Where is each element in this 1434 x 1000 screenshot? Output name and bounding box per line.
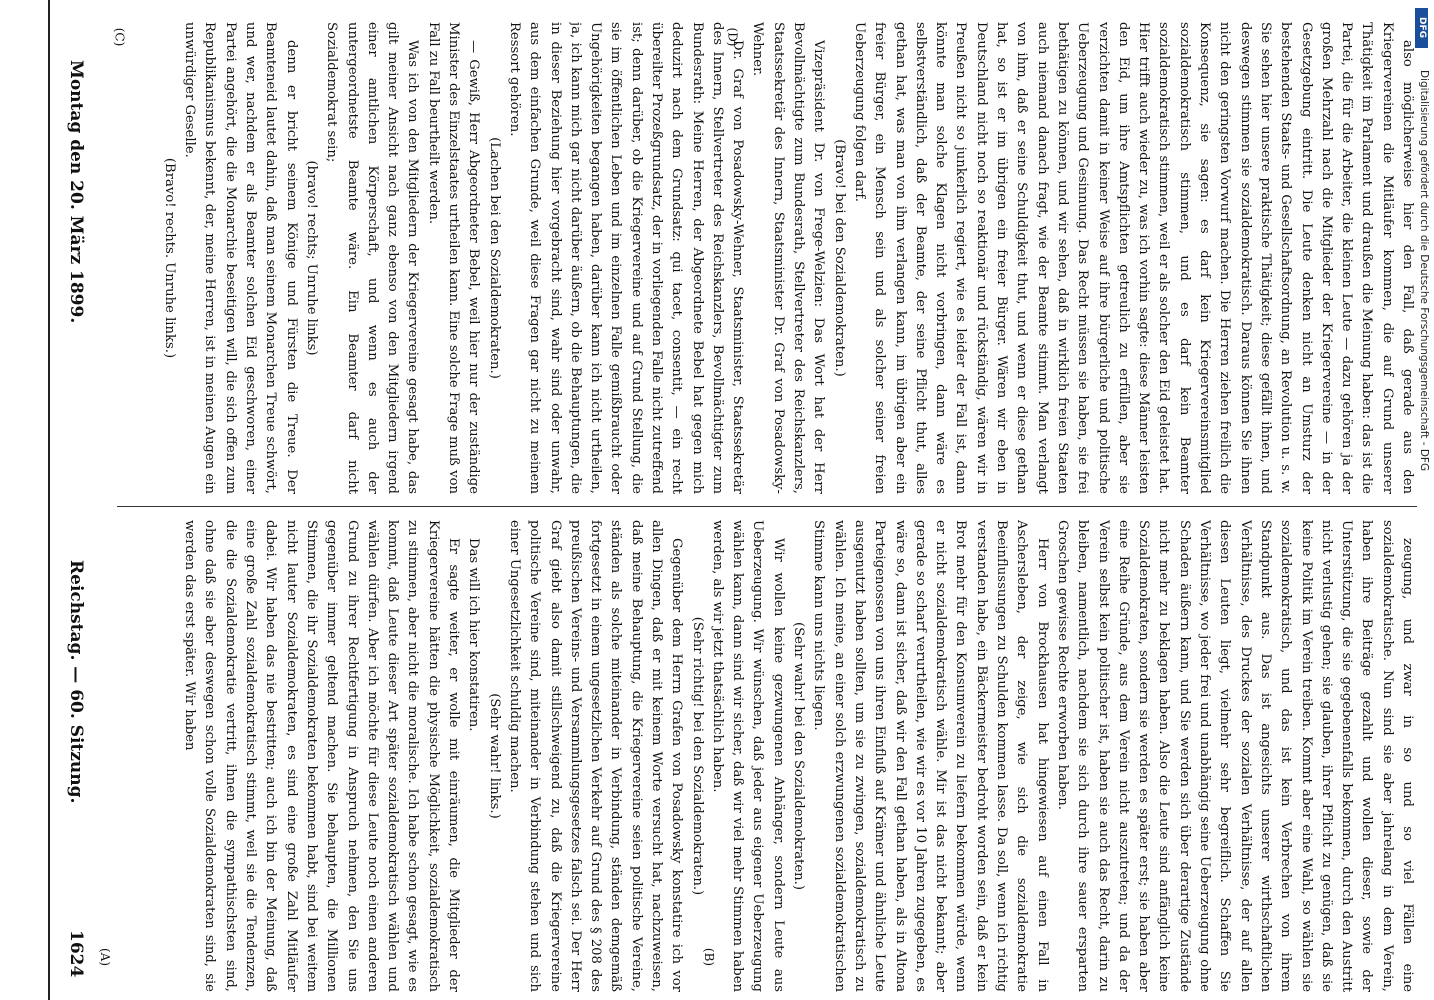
paragraph: (Lachen bei den Sozialdemokraten.) — [486, 137, 502, 379]
margin-mark-c: (C) — [112, 27, 127, 47]
paragraph: (Sehr wahr! bei den Sozialdemokraten.) — [791, 622, 807, 890]
paragraph: Gegenüber dem Herrn Grafen von Posadowsky konstatire ich vor allen Dingen, daß er mit keinem Worte versucht hat, nachzuweisen, daß meine Behauptung, die Kriegervereine seien politische Vereine, ständen als solche miteinander in Verbindung, ständen demgemäß fortgesetzt in einem ungesetzlichen Verkehr auf Grund des § 208 des preußischen Vereins- und Versammlungsgesetzes falsch sei. Der Herr Graf giebt also damit stillschweigend zu, daß die Kriegervereine politische Vereine sind, miteinander in Verbindung stehen und sich einer Ungesetzlichkeit schuldig machen. — [506, 520, 685, 992]
paragraph: (Sehr wahr! links.) — [486, 693, 502, 819]
paragraph: Vizepräsident Dr. von Frege-Welzien: Das Wort hat der Herr Bevollmächtigte zum Bundesrath, Stellvertreter des Reichskanzlers, Staatssekretär des Innern, Staatsminister Dr. Graf von Posadowsky-Wehner. — [750, 22, 827, 494]
margin-mark-b: (B) — [702, 947, 717, 967]
paragraph: Dr. Graf von Posadowsky-Wehner, Staatsminister, Staatssekretär des Innern, Stellvertreter des Reichskanzlers, Bevollmächtigter zum Bundesrath: Meine Herren, der Abgeordnete Bebel hat gegen mich deduzirt nach dem Grundsatz: qui tacet, consentit, — ein recht übereilter Prozeßgrundsatz, der in vorliegenden Falle nicht zutreffend ist; denn darüber, ob die Kriegervereine und auf Grund Stellung, die sie im öffentlichen Leben und im einzelnen Falle gemißbraucht oder Ungehörigkeiten begangen haben, darüber kann ich nicht urtheilen, ja, ich kann mich gar nicht darüber äußern, ob die Behauptungen, die in dieser Beziehung hier vorgebracht sind, wahr sind oder unwahr, aus dem einfachen Grunde, weil diese Fragen gar nicht zu meinem Ressort gehören. — [506, 22, 746, 494]
session-title: Reichstag. — 60. Sitzung. — [66, 560, 86, 804]
rotated-page-content — [17, 0, 1417, 1000]
paragraph: Was ich von den Mitgliedern der Kriegervereine gesagt habe, das gilt meiner Ansicht nach ganz ebenso von den Mitgliedern irgend einer amtlichen Körperschaft, und wenn es auch der untergeordnetste Beamte wäre. Ein Beamter darf nicht Sozialdemokrat sein; — [324, 22, 421, 494]
paragraph: — Gewiß, Herr Abgeordneter Bebel, weil hier nur der zuständige Minister des Einzelstaates urtheilen kann. Eine solche Frage muß von Fall zu Fall beurtheilt werden. — [425, 22, 482, 494]
paragraph: (bravo! rechts; Unruhe links) — [303, 160, 319, 356]
dfg-credit — [1412, 10, 1430, 990]
margin-mark-a: (A) — [98, 947, 113, 967]
paragraph: (Sehr richtig! bei den Sozialdemokraten.) — [689, 616, 705, 896]
paragraph: denn er bricht seinem Könige und Fürsten die Treue. Der Beamteneid lautet dahin, daß man seinem Monarchen Treue schwört, und wer, nachdem er als Beamter solchen Eid geschworen, einer Partei angehört, die die Monarchie beseitigen will, die sich offen zum Republikanismus bekennt, der, meine Herren, ist in meinen Augen ein unwürdiger Geselle. — [182, 22, 299, 494]
paragraph: Er sagte weiter, er wolle mit einräumen, die Mitglieder der Kriegervereine hätten die physische Möglichkeit, sozialdemokratisch zu stimmen, aber nicht die moralische. Ich habe schon gesagt, wie es kommt, daß Leute dieser Art später sozialdemokratisch wählen und wählen dürfen. Aber ich möchte für diese Leute noch einen anderen Grund zu ihrer Rechtfertigung in Anspruch nehmen, den Sie uns gegenüber immer geltend machen. Sie behaupten, die Millionen Stimmen, die ihr Sozialdemokraten bekommen habt, sind bei weitem nicht lauter Sozialdemokraten, es sind eine große Zahl Mitläufer dabei. Wir haben das nie bestritten; auch ich bin der Meinung, daß eine große Zahl sozialdemokratisch stimmt, weil sie die Tendenzen, die die Sozialdemokratie vertritt, ihnen die sympathischsten sind, ohne daß sie aber deswegen schon volle Sozialdemokraten sind, sie werden das erst später. Wir haben — [182, 520, 462, 992]
column-divider — [117, 506, 1417, 507]
paragraph: Wir wollen keine gezwungenen Anhänger, sondern Leute aus Ueberzeugung. Wir wünschen, daß jeder aus eigener Ueberzeugung wählen kann, dann sind wir sicher, daß wir viel mehr Stimmen haben werden, als wir jetzt thatsächlich haben. — [709, 520, 786, 992]
page-header — [42, 0, 112, 1000]
margin-mark-d: (D) — [725, 27, 740, 47]
column-second — [117, 22, 1417, 494]
paragraph: also möglicherweise hier den Fall, daß gerade aus den Kriegervereinen die Mitläufer kommen, die auf Grund unserer Thätigkeit im Parlament und draußen die Meinung haben: das ist die Partei, die für die Arbeiter, die kleinen Leute — dazu gehören ja der großen Mehrzahl nach die Mitglieder der Kriegervereine — in der Gesetzgebung eintritt. Die Leute denken nicht an Umsturz der bestehenden Staats- und Gesellschaftsordnung, an Revolution u. s. w. Sie sehen hier unsere praktische Thätigkeit; diese gefällt ihnen, und deswegen stimmen sie sozialdemokratisch. Daraus können Sie ihnen nicht den geringsten Vorwurf machen. Die Herren ziehen freilich die Konsequenz, sie sagen: es darf kein Kriegervereinsmitglied sozialdemokratisch stimmen, und es darf kein Beamter sozialdemokratisch stimmen, weil er als solcher den Eid geleistet hat. Hier trifft auch wieder zu, was ich vorhin sagte: diese Männer leisten den Eid, um ihre Amtspflichten getreulich zu erfüllen, aber sie verzichten damit in keiner Weise auf ihre bürgerliche und politische Ueberzeugung und Gesinnung. Das Recht müssen sie haben, sie frei bethätigen zu können, und wir sehen, daß in wirklich freien Staaten auch niemand danach fragt, wie der Beamte stimmt. Man verlangt von ihm, daß er seine Schuldigkeit thut, und wenn er diese gethan hat, so ist er im übrigen ein freier Bürger. Wären wir eben in Deutschland nicht noch so reaktionär und rückständig, wären wir in Preußen nicht so junkerlich regiert, wie es leider der Fall ist, dann könnte man solche Klagen nicht vorbringen, dann wäre es selbstverständlich, daß der Beamte, der seine Pflicht thut, alles gethan hat, was man von ihm verlangen kann, im übrigen aber ein freier Bürger, ein Mensch sein und als solcher seiner freien Ueberzeugung folgen darf. — [851, 22, 1415, 494]
header-rule — [48, 0, 50, 1000]
paragraph: Das will ich hier konstatiren. — [466, 538, 482, 732]
paragraph: zeugung, und zwar in so und so viel Fällen eine sozialdemokratische. Nun sind sie aber jahrelang in dem Verein, haben ihre Beiträge gezahlt und wollen dieser, sowie der Unterstützung, die sie gegebenenfalls bekommen, durch den Austritt nicht verlustig gehen; sie glauben, ihrer Pflicht zu genügen, daß sie keine Politik im Verein treiben. Kommt aber eine Wahl, so wählen sie sozialdemokratisch, und das ist kein Verbrechen von ihrem Standpunkt aus. Das ist angesichts unserer wirthschaftlichen Verhältnisse, des Druckes der sozialen Verhältnisse, der auf allen diesen Leuten liegt, vielmehr sehr begreiflich. Schaffen Sie Verhältnisse, wo jeder frei und unabhängig seine Ueberzeugung ohne Schaden äußern kann, und Sie werden sich über derartige Zustände nicht mehr zu beklagen haben. Also die Leute sind anfänglich keine Sozialdemokraten, sondern sie werden es später erst; sie haben aber eine Reihe Gründe, aus dem Verein nicht auszutreten; und da der Verein selbst kein politischer ist, haben sie auch das Recht, darin zu bleiben, namentlich, nachdem sie sich durch ihre sauer ersparten Groschen gewisse Rechte erworben haben. — [1054, 520, 1415, 992]
session-date: Montag den 20. März 1899. — [66, 60, 86, 324]
paragraph: (Bravo! rechts. Unruhe links.) — [161, 157, 177, 359]
dfg-logo: DFG — [1415, 8, 1428, 48]
credit-text: Digitalisierung gefördert durch die Deutsche Forschungsgemeinschaft - DFG — [1418, 70, 1430, 472]
column-first — [117, 520, 1417, 992]
page-number: 1624 — [66, 930, 86, 978]
paragraph: (Bravo! bei den Sozialdemokraten.) — [831, 139, 847, 377]
paragraph: Herr von Brockhausen hat hingewiesen auf einen Fall in Aschersleben, der zeige, wie sich die sozialdemokratie Beeinflussungen zu Schulden kommen lasse. Da soll, wenn ich richtig verstanden habe, ein Bäckermeister bedroht worden sein, daß er kein Brot mehr für den Konsumverein zu liefern bekommen würde, wenn er nicht sozialdemokratisch wähle. Mir ist das nicht bekannt; aber gerade so scharf verurtheilen, wie wir es vor 10 Jahren zugegeben, es wäre so, dann ist sicher, daß wir den Fall gethan haben, als in Altona Parteigenossen von uns ihren Einfluß auf Krämer und ähnliche Leute ausgenutzt haben sollten, um sie zu zwingen, sozialdemokratisch zu wählen. Ich meine, an einer solch erzwungenen sozialdemokratischen Stimme kann uns nichts liegen. — [811, 520, 1050, 992]
